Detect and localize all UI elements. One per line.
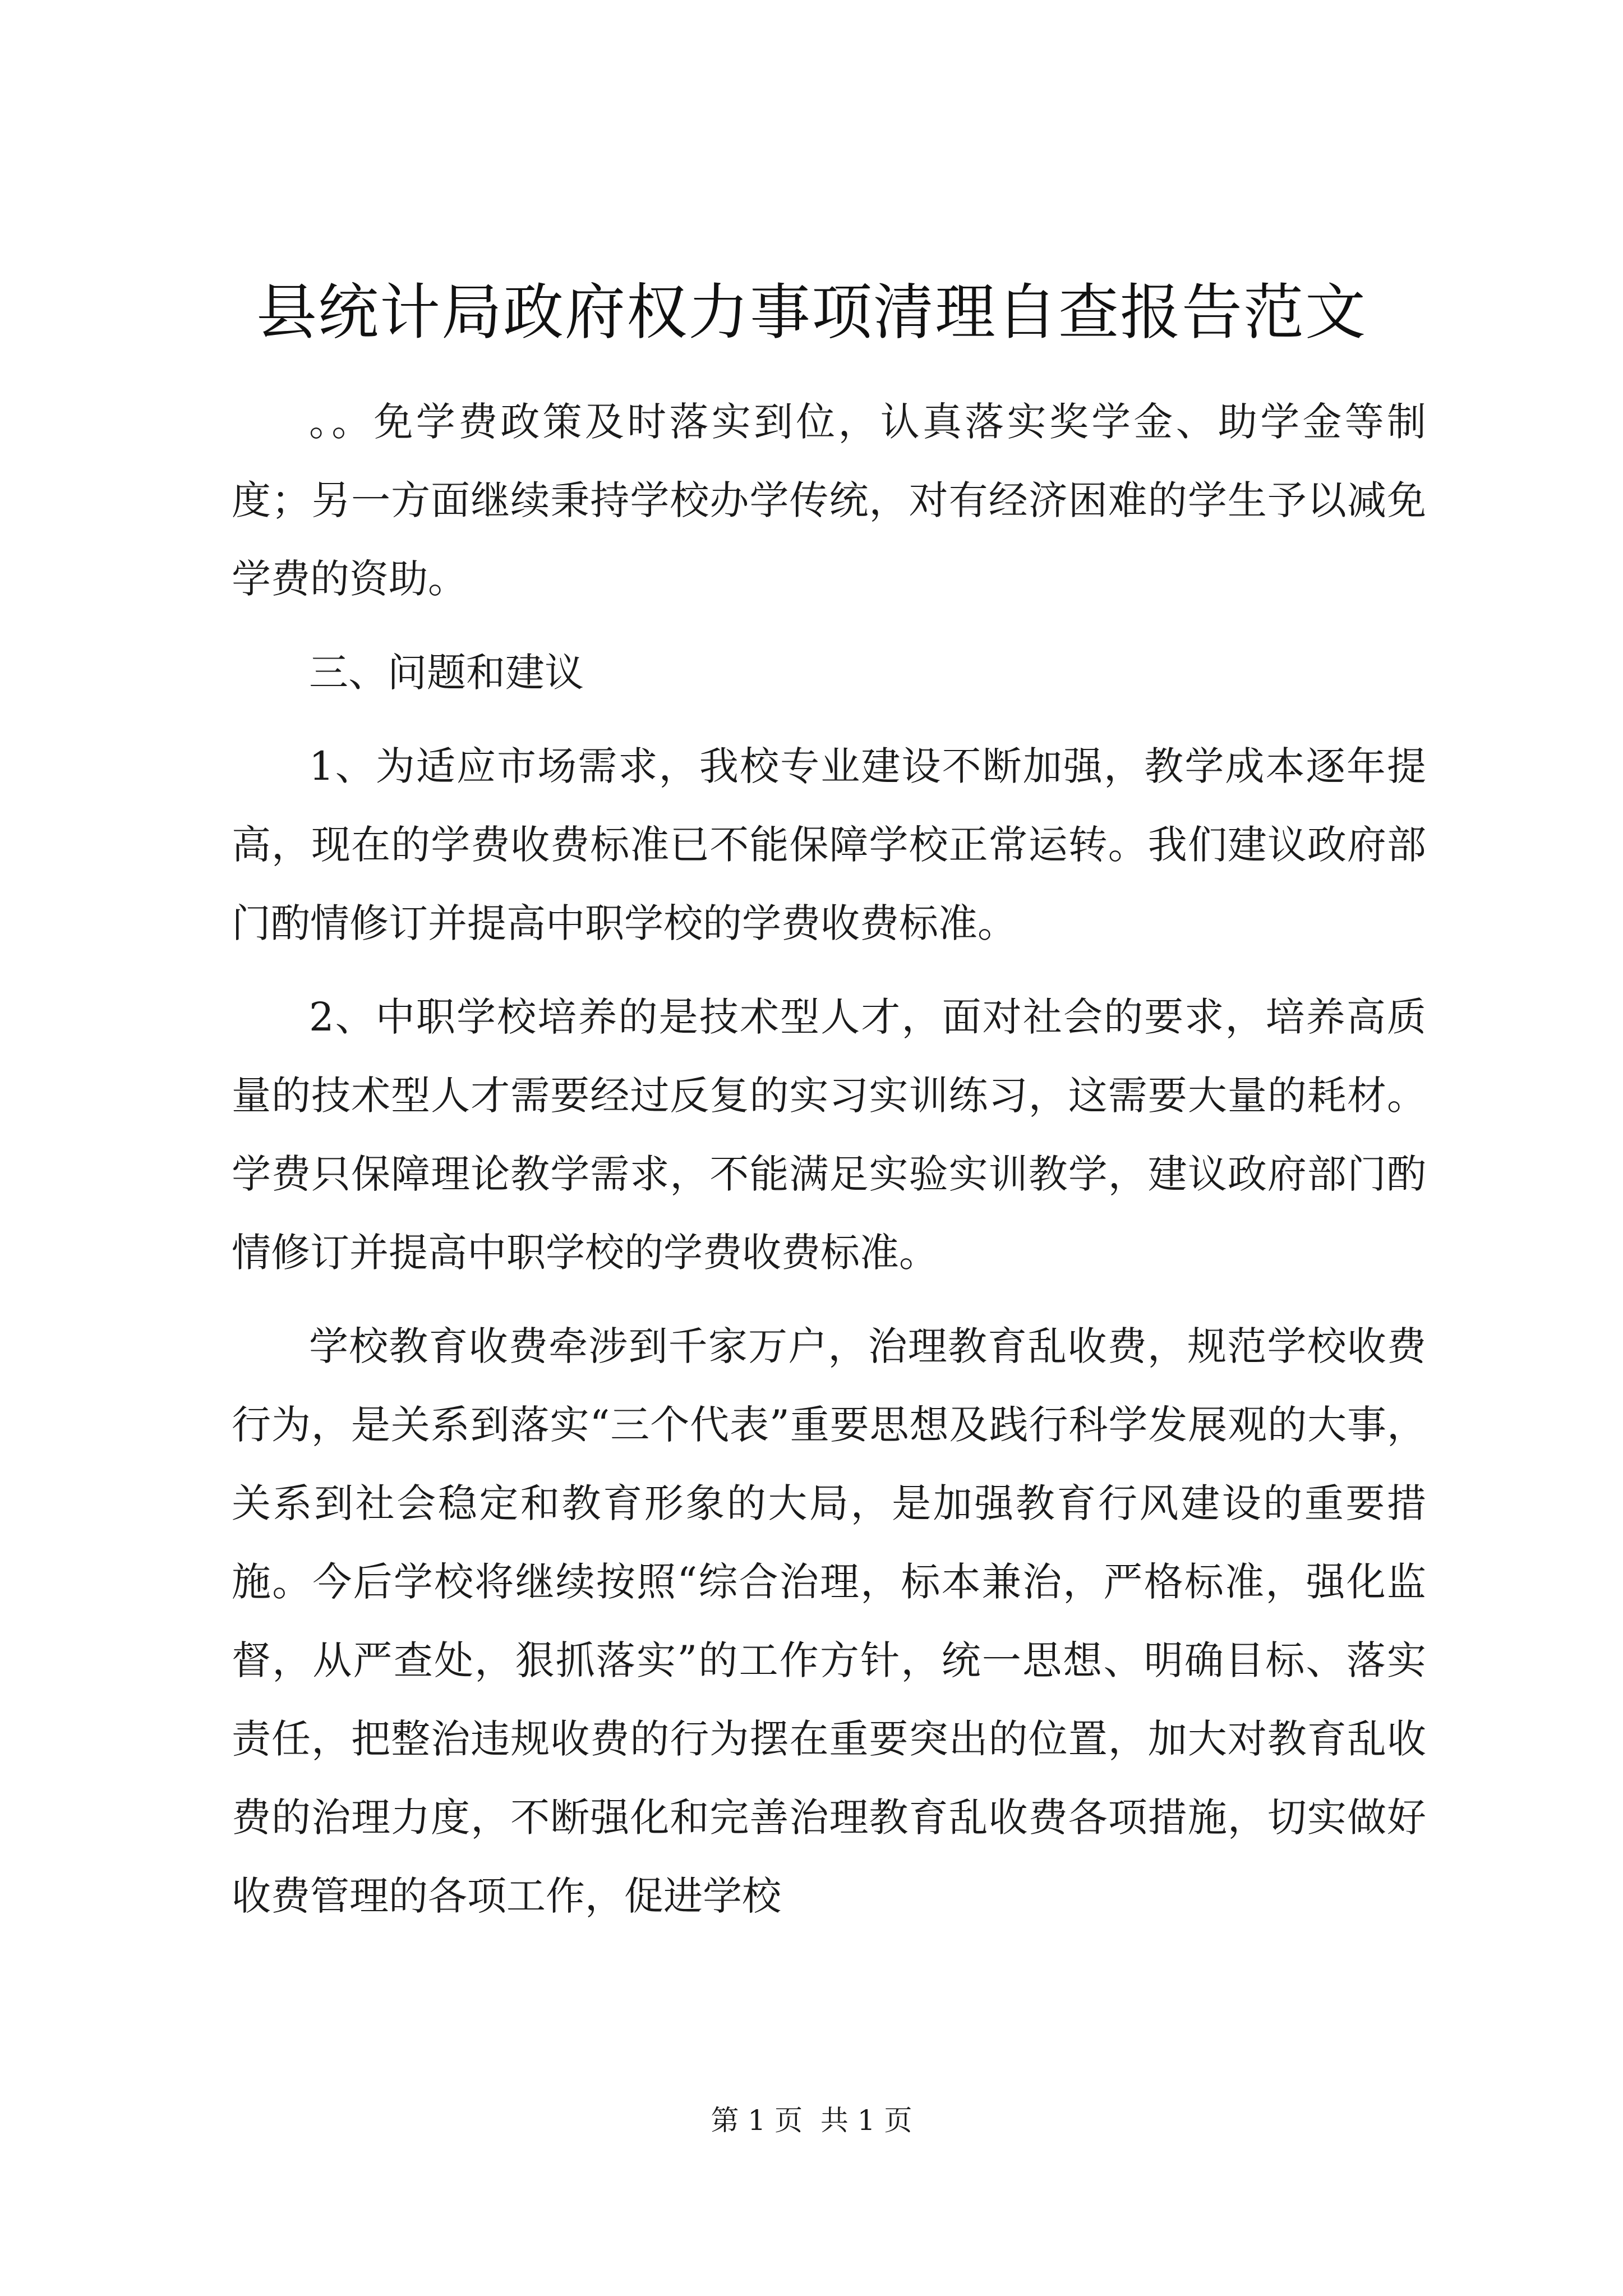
document-title: 县统计局政府权力事项清理自查报告范文 <box>256 278 1367 348</box>
paragraph-tuition-policy: 。。免学费政策及时落实到位，认真落实奖学金、助学金等制度；另一方面继续秉持学校办学传统，对有经济困难的学生予以减免学费的资助。 <box>232 399 1426 602</box>
section-heading-problems-suggestions: 三、问题和建议 <box>309 650 584 696</box>
paragraph-conclusion: 学校教育收费牵涉到千家万户，治理教育乱收费，规范学校收费行为，是关系到落实“三个代表”重要思想及践行科学发展观的大事，关系到社会稳定和教育形象的大局，是加强教育行风建设的重要措施。今后学校将继续按照“综合治理，标本兼治，严格标准，强化监督，从严查处，狠抓落实”的工作方针，统一思想、明确目标、落实责任，把整治违规收费的行为摆在重要突出的位置，加大对教育乱收费的治理力度，不断强化和完善治理教育乱收费各项措施，切实做好收费管理的各项工作，促进学校 <box>232 1323 1426 1919</box>
page-footer <box>0 2101 1623 2140</box>
paragraph-suggestion-1: 1、为适应市场需求，我校专业建设不断加强，教学成本逐年提高，现在的学费收费标准已不能保障学校正常运转。我们建议政府部门酌情修订并提高中职学校的学费收费标准。 <box>232 743 1426 946</box>
paragraph-suggestion-2: 2、中职学校培养的是技术型人才，面对社会的要求，培养高质量的技术型人才需要经过反复的实习实训练习，这需要大量的耗材。学费只保障理论教学需求，不能满足实验实训教学，建议政府部门酌情修订并提高中职学校的学费收费标准。 <box>232 994 1426 1276</box>
page-number-label: 第 1 页 共 1 页 <box>711 2104 912 2137</box>
document-body <box>232 383 1426 1950</box>
